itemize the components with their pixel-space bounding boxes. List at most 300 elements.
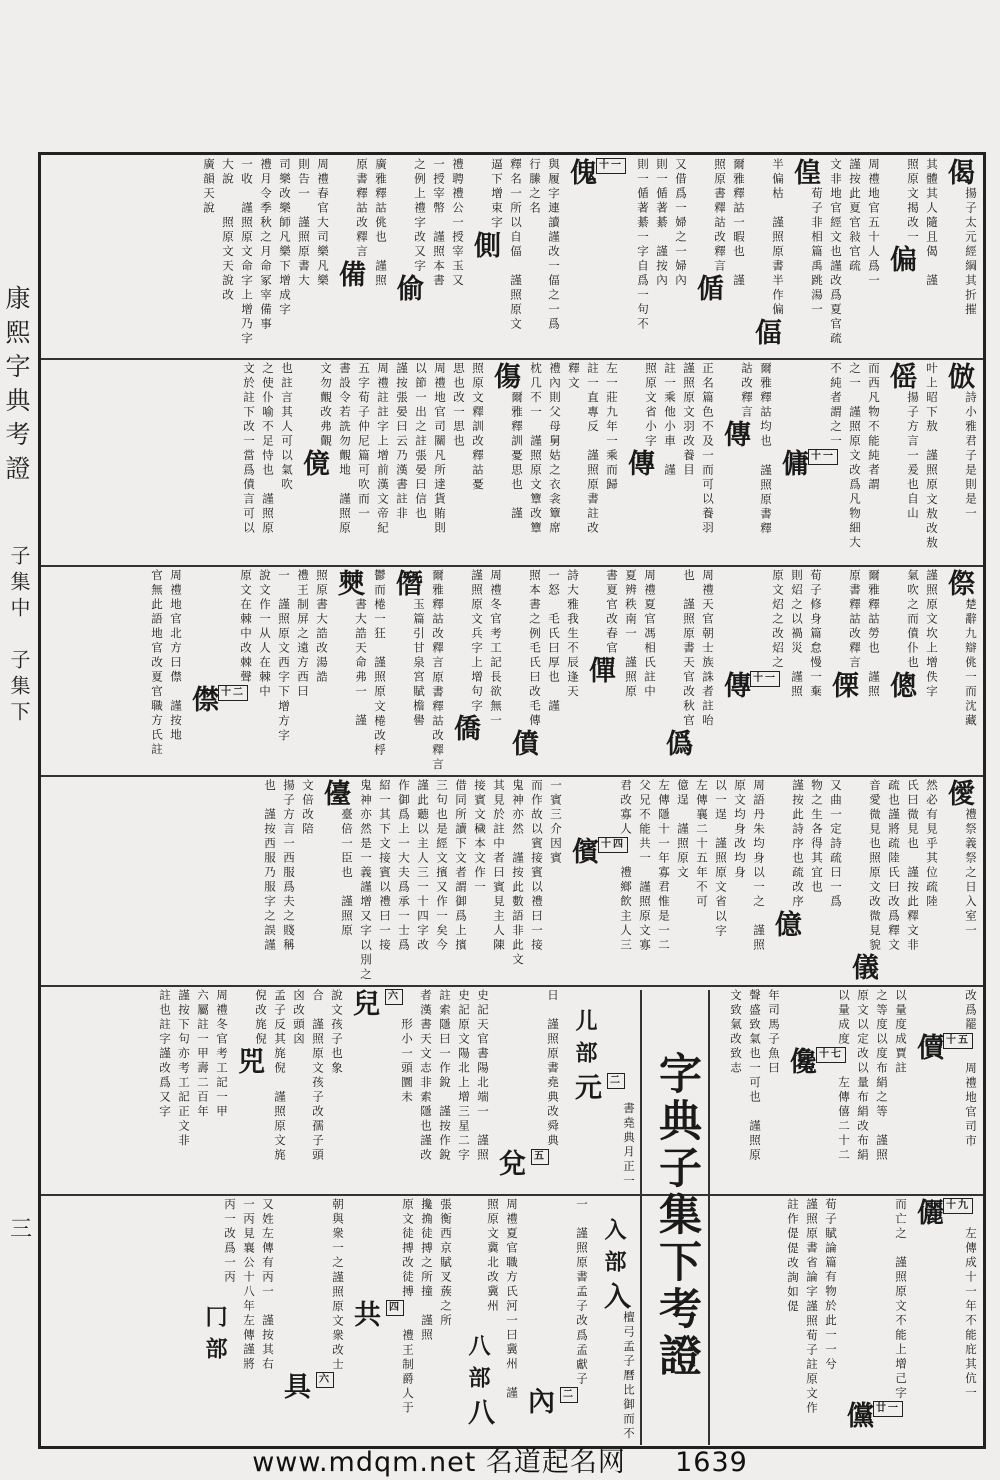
stroke-count-badge: 二	[560, 1387, 578, 1403]
entry-headword	[692, 274, 723, 303]
entry-text-column: 謹照原文兵字上增句字	[470, 569, 484, 714]
stroke-count-badge: 四	[386, 1300, 404, 1316]
entry-headword	[827, 671, 858, 700]
entry-headword	[233, 1047, 264, 1076]
entry-text-column: 聲盛致氣也一可也 謹照原	[748, 989, 762, 1163]
entry-text-column: 則一偱著綦一字自爲一句不	[636, 158, 650, 332]
entry-text-column: 以一逞 謹照原文省	[714, 779, 728, 910]
entry-text-column: 禮鄉飲主人三	[619, 866, 633, 953]
entry-headword	[565, 158, 627, 187]
entry-text-column: 書夏官改春官	[605, 569, 619, 656]
entry-text-column: 註一乘他小車 謹	[663, 362, 677, 478]
entry-text-column: 物於此一一兮	[824, 1285, 838, 1372]
divider	[41, 985, 983, 987]
headword-char: 僾	[943, 779, 974, 808]
entry-headword	[599, 1282, 630, 1311]
entry-text-column: 正名篇色不及一而可以養羽	[701, 362, 715, 536]
entry-text-column: 也註言其人可以氣吹	[280, 362, 294, 493]
entry-headword	[785, 1047, 847, 1076]
book-title: 康熙字典考證	[2, 285, 31, 489]
headword-char: 傹	[298, 449, 329, 478]
entry-band-1	[44, 158, 980, 356]
entry-text-column: 一賓三介因賓	[549, 779, 563, 866]
entry-text-column: 一收 謹照原文命字上增乃	[240, 158, 254, 332]
entry-text-column: 廣韻天說	[202, 158, 216, 216]
entry-text-column: 文非地官經文也謹改爲	[829, 158, 843, 303]
entry-text-column: 者漢書天文志非索隱也謹改	[419, 989, 433, 1163]
entry-text-column: 北端一 謹照	[476, 1076, 490, 1163]
entry-text-column: 釋文	[567, 362, 581, 391]
entry-band-3	[44, 569, 980, 773]
entry-text-column: 詩大雅我生不辰逢天	[566, 569, 580, 700]
entry-headword	[523, 1387, 585, 1416]
stroke-count-badge: 十五	[943, 1033, 973, 1049]
entry-text-column: 謹照原文羽改養目	[682, 362, 696, 478]
entry-text-column: 原文以定改以量布絹改布絹	[856, 989, 870, 1163]
headword-char: 傺	[943, 569, 974, 598]
entry-headword	[770, 910, 801, 939]
entry-text-column: 周禮夏官馮相氏註中	[643, 569, 657, 700]
entry-text-column: 張衡西京賦叉蔟之所	[439, 1198, 453, 1329]
entry-text-column: 註也註字謹改爲又字	[158, 989, 172, 1120]
entry-text-column: 鬱而棬一狂 謹照原	[373, 569, 387, 700]
entry-text-column: 禮王制爵人于	[401, 1328, 415, 1416]
entry-band-5b	[44, 989, 638, 1191]
stroke-count-badge: 十七	[816, 1047, 846, 1063]
headword-char: 僨	[507, 728, 538, 758]
headword-char: 僸	[187, 685, 218, 714]
entry-text-column: 爾雅釋詁勞也 謹照	[867, 569, 881, 700]
headword-char: 偈	[943, 158, 974, 187]
entry-text-column: 與履字連讀謹改一偪之一爲	[547, 158, 561, 332]
entry-text-column: 照原文省小字	[644, 362, 658, 449]
entry-text-column: 禮聘禮公一授宰玉又	[451, 158, 465, 289]
stroke-count-badge: 十一	[750, 671, 780, 687]
entry-text-column: 然必有見乎其位疏陸	[925, 779, 939, 910]
entry-text-column: 爾雅釋訓憂思也 謹	[510, 391, 524, 522]
headword-char: 儐	[567, 837, 598, 866]
entry-headword	[567, 837, 629, 866]
entry-text-column: 逼下增束字	[490, 158, 504, 231]
entry-text-column: 又曲一定詩疏曰一爲	[829, 779, 843, 910]
entry-text-column: 原書釋詁改釋言	[431, 670, 445, 772]
entry-text-column: 詁改釋言	[740, 362, 754, 420]
entry-text-column: 爾雅釋詁改釋言	[431, 569, 445, 671]
entry-text-column: 增方字	[277, 699, 291, 743]
entry-text-column: 謹照原書釋	[759, 463, 773, 536]
headword-char: 傀	[565, 158, 596, 187]
entry-text-column: 註作偍	[786, 1198, 800, 1242]
entry-text-column: 囟改頭囟	[292, 989, 306, 1047]
entry-text-column: 行縢之名	[528, 158, 542, 231]
headword-char: 儷	[912, 1198, 943, 1227]
entry-headword	[469, 231, 500, 260]
entry-text-column: 註索隱曰一作銳 謹按作銳	[438, 989, 452, 1163]
entry-text-column: 夏官疏	[829, 303, 843, 347]
entry-text-column: 氏河一曰冀州 謹	[505, 1285, 519, 1401]
entry-text-column: 鬼神亦然是一義謹增又字	[359, 779, 373, 939]
footer-page-number: 1639	[675, 1447, 748, 1478]
entry-text-column: 以別之	[359, 938, 373, 982]
entry-text-column: 一 謹按其右	[261, 1285, 275, 1372]
entry-text-column: 謹按下句亦考工記正文非	[177, 989, 191, 1149]
entry-text-column: 鬼神亦然 謹按此數語非此文	[511, 779, 525, 968]
entry-text-column: 一怒 毛氏曰厚也 謹	[547, 569, 561, 714]
entry-text-column: 音愛微見也照原文改微見貌	[868, 779, 882, 953]
headword-char: 僰	[333, 569, 364, 598]
entry-text-column: 叶上昭下敖 謹照原	[925, 362, 939, 493]
entry-text-column: 謹照原書省論字	[805, 1198, 819, 1300]
headword-char: 億	[770, 909, 801, 939]
stroke-count-badge: 十一	[808, 449, 838, 465]
entry-text-column: 禮祭義祭之日入室一	[964, 808, 978, 939]
entry-text-column: 照本書之例毛氏曰改毛傳	[528, 569, 542, 729]
entry-text-column: 文致氣改致志	[729, 989, 743, 1076]
entry-text-column: 周禮地官司關凡所達貨賄則	[433, 362, 447, 536]
entry-text-column: 偍改詢如偍	[786, 1241, 800, 1314]
entry-text-column: 謹照原文衆改士	[331, 1270, 345, 1372]
headword-char: 偷	[392, 274, 423, 303]
entry-headword	[912, 1198, 974, 1227]
entry-text-column: 左傳成十一年	[964, 1227, 978, 1314]
entry-text-column: 其見於註中者曰賓見主人陳	[492, 779, 506, 953]
entry-text-column: 原文徒搏改徒搏	[401, 1198, 415, 1300]
entry-text-column: 以字	[714, 909, 728, 939]
entry-text-column: 揚子方言一爰也自山	[906, 391, 920, 522]
entry-text-column: 作御爲上一大夫爲承一士爲	[397, 779, 411, 953]
entry-headword	[348, 989, 410, 1018]
entry-text-column: 紹一其下文接賓以禮曰一接	[378, 779, 392, 953]
headword-char: 儥	[912, 1032, 943, 1062]
entry-text-column: 周禮春官大司樂凡樂	[316, 158, 330, 289]
entry-band-6a	[712, 1198, 980, 1442]
headword-char: 備	[334, 259, 365, 289]
entry-text-column: 枕几不一 謹照原文簟改簟	[529, 362, 543, 536]
entry-text-column: 謹按此夏官敍官疏	[848, 158, 862, 274]
entry-text-column: 周禮天官朝士	[701, 569, 715, 656]
headword-char: 僞	[661, 728, 692, 758]
entry-text-column: 偏	[771, 303, 785, 318]
headword-char: 僭	[391, 569, 422, 598]
entry-text-column: 又姓左傳有丙	[261, 1198, 275, 1285]
headword-char: 傳	[719, 420, 750, 449]
entry-text-column: 爾雅釋詁一暇也 謹	[732, 158, 746, 289]
entry-text-column: 父兄不能共一 謹照原文寡	[638, 779, 652, 953]
entry-text-column: 照原文揭改一	[906, 158, 920, 245]
entry-headword	[842, 1401, 904, 1430]
entry-text-column: 氣吹之而僨仆也	[906, 569, 920, 671]
entry-text-column: 原書釋詁改釋言	[355, 158, 369, 260]
stroke-count-badge: 十四	[598, 837, 628, 853]
entry-text-column: 說文孩子也象	[330, 989, 344, 1076]
entry-text-column: 物之生各得其宜也	[810, 779, 824, 895]
entry-text-column: 文敖改敖	[925, 492, 939, 551]
entry-headword	[943, 779, 974, 808]
entry-text-column: 周語丹朱均身以一之 謹照	[752, 779, 766, 953]
headword-char: 儳	[785, 1047, 816, 1076]
entry-text-column: 一 謹照原書孟子改	[575, 1198, 589, 1329]
entry-text-column: 半偏枯 謹照原書半作	[771, 158, 785, 303]
entry-headword	[319, 779, 350, 808]
entry-headword	[943, 362, 974, 391]
entry-headword	[494, 1149, 556, 1178]
entry-band-5	[712, 989, 980, 1191]
entry-text-column: 謹按張晏曰云乃漢書註非	[395, 362, 409, 522]
entry-text-column: 也 謹照原書天官改秋官	[682, 569, 696, 729]
page-number-margin: 三	[10, 1217, 33, 1242]
entry-text-column: 又借爲一婦之一婦內	[674, 158, 688, 289]
entry-text-column: 之使仆喻不足恃也 謹照原	[261, 362, 275, 536]
entry-headword	[847, 953, 878, 982]
entry-text-column: 借同所讀下文者謂御爲上擯	[454, 779, 468, 953]
entry-band-4	[44, 779, 980, 983]
entry-text-column: 謹照荀子註原文作	[805, 1299, 819, 1416]
entry-text-column: 照原書釋詁改釋言	[713, 158, 727, 274]
entry-text-column: 攙捔徒搏之所撞 謹照	[420, 1198, 434, 1343]
headword-char: 倣	[943, 362, 974, 391]
entry-text-column: 揚子方言一西服爲夫之賤稱	[282, 779, 296, 953]
headword-char: 傷	[489, 362, 520, 391]
radical-heading: 入部	[601, 1218, 627, 1282]
stroke-count-badge: 六	[316, 1372, 334, 1388]
entry-text-column: 廣雅釋詁佻也 謹照	[374, 158, 388, 289]
entry-text-column: 謹照原文坎上增佚字	[925, 569, 939, 700]
headword-char: 入	[599, 1282, 630, 1311]
entry-headword	[623, 449, 654, 478]
entry-headword	[463, 1398, 494, 1427]
headword-char: 僤	[584, 656, 615, 685]
entry-headword	[885, 362, 916, 391]
entry-text-column: 原文均身改均身	[733, 779, 747, 881]
stroke-count-badge: 十九	[943, 1198, 973, 1214]
entry-headword	[943, 569, 974, 598]
entry-text-column: 周禮地官五十人爲一	[867, 158, 881, 289]
entry-headword	[885, 245, 916, 274]
entry-headword	[187, 685, 249, 714]
entry-text-column: 合 謹照原文孩子改孺子頭	[311, 989, 325, 1163]
entry-headword	[661, 729, 692, 758]
stroke-count-badge: 廿一	[873, 1401, 903, 1417]
headword-char: 儻	[842, 1401, 873, 1430]
entry-text-column: 族誅者註咍	[701, 656, 715, 729]
entry-text-column: 改爲罷	[964, 989, 978, 1033]
entry-text-column: 禮王制屏之遠方西曰	[296, 569, 310, 700]
entry-text-column: 朝與衆一之	[331, 1198, 345, 1271]
entry-band-2	[44, 362, 980, 562]
entry-headword	[507, 729, 538, 758]
entry-headword	[719, 420, 750, 449]
entry-text-column: 揚子太元經綱其折摧	[964, 187, 978, 318]
entry-text-column: 玉篇引甘泉宮賦檐嚳	[412, 598, 426, 729]
entry-headword	[449, 714, 480, 743]
entry-text-column: 照原文釋訓改釋詁憂	[471, 362, 485, 493]
entry-text-column: 之一 謹照原文改爲凡物細大	[848, 362, 862, 551]
entry-text-column: 文棬改桴	[373, 699, 387, 758]
entry-text-column: 以量度成賈註	[894, 989, 908, 1076]
headword-char: 儓	[319, 779, 350, 808]
entry-text-column: 己字	[894, 1372, 908, 1401]
entry-text-column: 五字	[357, 362, 371, 391]
entry-text-column: 而亡之 謹照原文不能上增	[894, 1198, 908, 1372]
entry-text-column: 三句也是經文擯又作一矣今	[435, 779, 449, 953]
entry-text-column: 則一偱著綦 謹按內	[655, 158, 669, 289]
entry-text-column: 一 謹照原文西字下	[277, 569, 291, 700]
entry-headword	[912, 1033, 974, 1062]
headword-char: 傳	[623, 449, 654, 478]
entry-text-column: 君改寡人	[619, 779, 633, 837]
entry-text-column: 則炤之以禍災 謹照	[790, 569, 804, 700]
entry-text-column: 文於註下改一當爲僨言可以	[242, 362, 256, 536]
entry-headword	[584, 656, 615, 685]
entry-text-column: 檀弓孟子曆比御而不	[622, 1311, 636, 1442]
entry-text-column: 形小一頭圜未	[400, 1018, 414, 1105]
entry-text-column: 原文在棘中改棘聲	[239, 569, 253, 685]
entry-text-column: 大說 照原文天說改	[221, 158, 235, 303]
entry-text-column: 左傳僖二十二	[837, 1076, 851, 1163]
entry-text-column: 註一直專反 謹照原書註改	[586, 362, 600, 536]
divider	[41, 565, 983, 567]
entry-text-column: 而西凡物不能純者謂	[867, 362, 881, 493]
entry-headword	[789, 158, 820, 187]
divider	[41, 358, 983, 360]
entry-text-column: 說文作一从人在棘中	[258, 569, 272, 700]
stroke-count-badge: 六	[385, 989, 403, 1005]
entry-text-column: 以量成度	[837, 989, 851, 1047]
entry-headword	[885, 671, 916, 700]
headword-char: 傭	[777, 449, 808, 478]
section-label: 子集中 子集下	[7, 545, 31, 727]
entry-text-column: 孟子反其旄倪 謹照原文旄	[273, 989, 287, 1163]
entry-text-column: 左一莊九年一乘而歸	[605, 362, 619, 493]
radical-heading: 儿部	[572, 1009, 598, 1073]
entry-text-column: 文勿覿改弗覿	[319, 362, 333, 449]
divider	[41, 775, 983, 777]
divider	[41, 1194, 983, 1196]
headword-char: 共	[349, 1299, 380, 1329]
entry-text-column: 釋名一所以自偪 謹照原文	[509, 158, 523, 332]
entry-text-column: 司樂改樂師凡樂下增成字	[278, 158, 292, 318]
headword-char: 偏	[885, 245, 916, 274]
headword-char: 傯	[885, 670, 916, 700]
radical-heading: 八部	[465, 1334, 491, 1398]
headword-char: 傳	[719, 670, 750, 700]
entry-text-column: 左傳隱十一年寡君惟是一二	[657, 779, 671, 953]
footer-site: www.mdqm.net 名道起名网	[252, 1447, 626, 1478]
entry-text-column: 謹按此詩序也疏改序	[791, 779, 805, 910]
entry-headword	[750, 318, 781, 347]
headword-char: 兒	[348, 989, 379, 1018]
entry-headword	[943, 158, 974, 187]
footer	[0, 1440, 1000, 1479]
entry-text-column: 倪改旄倪	[254, 989, 268, 1047]
stroke-count-badge: 十二	[218, 685, 248, 701]
entry-text-column: 詩小雅君子是則是一	[964, 391, 978, 522]
headword-char: 儀	[847, 953, 878, 982]
entry-text-column: 荀子修身篇怠慢一棄	[809, 569, 823, 700]
headword-char: 兌	[494, 1148, 525, 1178]
headword-char: 僑	[449, 714, 480, 743]
entry-text-column: 左傳襄二十五年不可	[695, 779, 709, 910]
entry-text-column: 丙一改爲一丙	[223, 1198, 237, 1285]
entry-headword	[777, 449, 839, 478]
entry-text-column: 原文炤之改炤之	[771, 569, 785, 671]
entry-text-column: 周禮冬官考工記一甲	[215, 989, 229, 1120]
entry-text-column: 禮月令季秋之月命冢宰備事	[259, 158, 273, 332]
headword-char: 偟	[789, 158, 820, 187]
entry-text-column: 官無此語地官改夏官職方氏註	[150, 569, 164, 758]
headword-char: 八	[463, 1398, 494, 1427]
entry-text-column: 書堯典月正一	[622, 1102, 636, 1189]
entry-text-column: 荀子賦論篇有	[824, 1198, 838, 1285]
entry-text-column: 也 謹按西服乃服字之誤謹	[263, 779, 277, 953]
entry-text-column: 書大誥天命弗一 謹	[354, 598, 368, 729]
entry-text-column: 周禮冬官考工記長欲無一	[489, 569, 503, 729]
entry-text-column: 之例上禮字改又字	[413, 158, 427, 274]
entry-headword	[392, 274, 423, 303]
entry-text-column: 不能庇其伉一	[964, 1314, 978, 1401]
entry-text-column: 史記天官書陽	[476, 989, 490, 1076]
entry-headword	[570, 1073, 632, 1102]
headword-char: 傈	[827, 670, 858, 700]
headword-char: 兕	[233, 1047, 264, 1076]
headword-char: 傜	[885, 362, 916, 391]
entry-text-column: 一丙見襄公十八年左傳謹將	[242, 1198, 256, 1372]
entry-text-column: 氏曰微見也 謹按此釋文非	[906, 779, 920, 953]
entry-band-6b	[44, 1198, 638, 1442]
entry-text-column: 楚辭九辯佻一而沈藏	[964, 598, 978, 729]
entry-headword	[489, 362, 520, 391]
headword-char: 具	[279, 1372, 310, 1401]
entry-text-column: 接賓文穢本文作一	[473, 779, 487, 895]
entry-headword	[279, 1372, 341, 1401]
entry-text-column: 周禮註註字上增前漢文帝紀	[376, 362, 390, 536]
entry-text-column: 爲孟獻子	[575, 1328, 589, 1387]
entry-text-column: 億逞 謹照原文	[676, 779, 690, 881]
entry-headword	[349, 1300, 411, 1329]
entry-text-column: 而作故以賓接賓以禮曰一接	[530, 779, 544, 953]
headword-char: 內	[523, 1386, 554, 1416]
entry-headword	[298, 449, 329, 478]
entry-text-column: 荀子非相篇禹跳湯一	[810, 187, 824, 318]
headword-char: 偱	[692, 274, 723, 303]
entry-text-column: 其體其人隨且偈 謹	[925, 158, 939, 289]
entry-headword	[333, 569, 364, 598]
entry-text-column: 之等度以度布絹之等 謹照	[875, 989, 889, 1163]
headword-char: 側	[469, 230, 500, 260]
entry-text-column: 日 謹照原書	[546, 989, 560, 1076]
entry-text-column: 不純者謂之一	[829, 362, 843, 449]
entry-text-column: 周禮地官北方	[169, 569, 183, 656]
stroke-count-badge: 二	[607, 1073, 625, 1089]
headword-char: 偪	[750, 317, 781, 347]
entry-text-column: 周禮夏官職方	[505, 1198, 519, 1285]
entry-text-column: 原書釋詁改釋言	[848, 569, 862, 671]
section-main-title: 字典子集下考證	[652, 1050, 702, 1380]
entry-text-column: 荀子仲尼篇可吹而一	[357, 391, 371, 522]
stroke-count-badge: 十一	[596, 158, 626, 174]
entry-text-column: 臺倍一臣也 謹照原	[340, 808, 354, 939]
entry-text-column: 謹此聽以主人三一十四字改	[416, 779, 430, 953]
entry-text-column: 文倍改陪	[301, 779, 315, 837]
entry-headword	[719, 671, 781, 700]
entry-text-column: 周禮地官司市	[964, 1061, 978, 1149]
entry-text-column: 年司馬子魚曰	[767, 989, 781, 1076]
entry-headword	[391, 569, 422, 598]
entry-text-column: 則告一 謹照原書大	[297, 158, 311, 289]
entry-text-column: 一授宰幣 謹照本書	[432, 158, 446, 289]
entry-text-column: 爾雅釋詁均也	[759, 362, 773, 464]
stroke-count-badge: 五	[531, 1149, 549, 1165]
